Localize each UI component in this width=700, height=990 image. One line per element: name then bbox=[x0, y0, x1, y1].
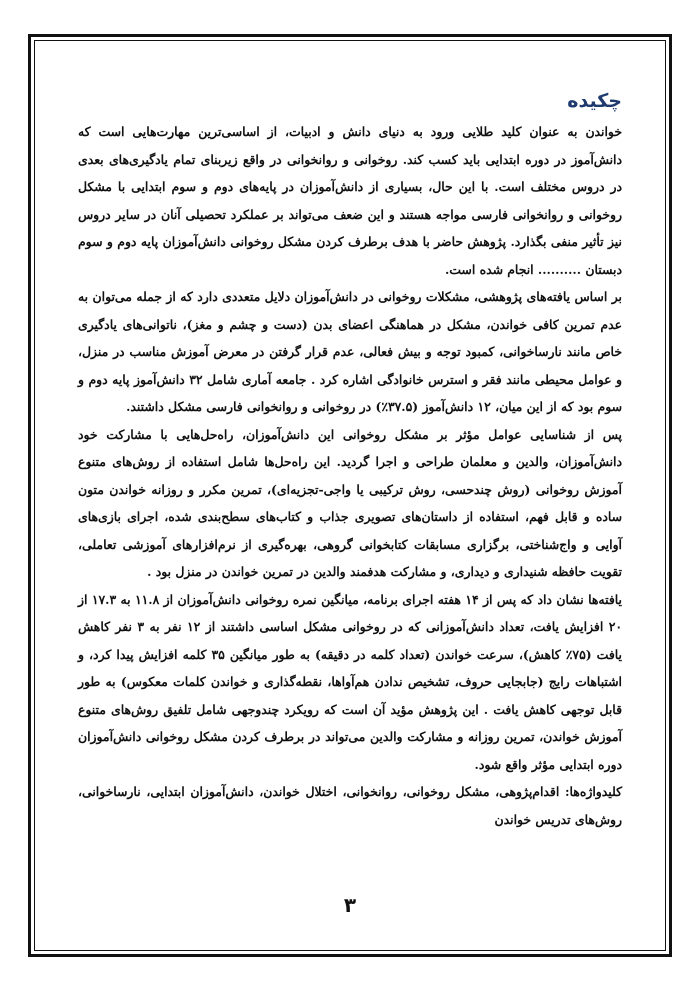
abstract-paragraph-solutions: پس از شناسایی عوامل مؤثر بر مشکل روخوانی این دانش‌آموزان، راه‌حل‌هایی با مشارکت خود دانش‌آموزان، والدین و معلمان طراحی و اجرا گردید. این راه‌حل‌ها شامل استفاده از روش‌های متنوع آموزش روخوانی (روش چندحسی، روش ترکیبی یا واجی-تجزیه‌ای)، تمرین مکرر و روزانه خواندن متون ساده و قابل فهم، استفاده از داستان‌های تصویری جذاب و کتاب‌های سطح‌بندی شده، اجرای بازی‌های آوایی و واج‌شناختی، برگزاری مسابقات کتابخوانی گروهی، بهره‌گیری از نرم‌افزارهای آموزشی تعاملی، تقویت حافظه شنیداری و دیداری، و مشارکت هدفمند والدین در تمرین خواندن در منزل بود . bbox=[78, 426, 622, 579]
page-number: ۳ bbox=[343, 893, 357, 917]
abstract-paragraph-findings: یافته‌ها نشان داد که پس از ۱۴ هفته اجرای برنامه، میانگین نمره روخوانی دانش‌آموزان از ۱۱.۸ به ۱۷.۳ از ۲۰ افزایش یافت، تعداد دانش‌آموزانی که در روخوانی مشکل اساسی داشتند از ۱۲ نفر به ۳ نفر کاهش یافت (۷۵٪ کاهش)، سرعت خواندن (تعداد کلمه در دقیقه) به طور میانگین ۳۵ کلمه افزایش پیدا کرد، و اشتباهات رایج (جابجایی حروف، تشخیص ندادن هم‌آواها، نقطه‌گذاری و خواندن کلمات معکوس) به طور قابل توجهی کاهش یافت . این پژوهش مؤید آن است که رویکرد چندوجهی شامل تلفیق روش‌های متنوع آموزش خواندن، تمرین روزانه و مشارکت والدین می‌تواند در برطرف کردن مشکل روخوانی دانش‌آموزان دوره ابتدایی مؤثر واقع شود. bbox=[78, 591, 623, 772]
abstract-keywords: کلیدواژه‌ها: اقدام‌پژوهی، مشکل روخوانی، روانخوانی، اختلال خواندن، دانش‌آموزان ابتدایی، نارساخوانی، روش‌های تدریس خواندن bbox=[78, 784, 622, 827]
abstract-title: چکیده bbox=[567, 90, 622, 112]
abstract-paragraph-intro: خواندن به عنوان کلید طلایی ورود به دنیای دانش و ادبیات، از اساسی‌ترین مهارت‌هایی است که دانش‌آموز در دوره ابتدایی باید کسب کند. روخوانی و روانخوانی در واقع زیربنای تمام یادگیری‌های بعدی در دروس مختلف است. با این حال، بسیاری از دانش‌آموزان در پایه‌های دوم و سوم ابتدایی با مشکل روخوانی و روانخوانی فارسی مواجه هستند و این ضعف می‌تواند بر عملکرد تحصیلی آنان در سایر دروس نیز تأثیر منفی بگذارد. پژوهش حاضر با هدف برطرف کردن مشکل روخوانی دانش‌آموزان پایه دوم و سوم دبستان .......... انجام شده است. bbox=[78, 124, 622, 277]
abstract-section bbox=[78, 86, 622, 833]
abstract-paragraph-causes: بر اساس یافته‌های پژوهشی، مشکلات روخوانی در دانش‌آموزان دلایل متعددی دارد که از جمله می‌توان به عدم تمرین کافی خواندن، مشکل در هماهنگی اعضای بدن (دست و چشم و مغز)، ناتوانی‌های یادگیری خاص مانند نارساخوانی، کمبود توجه و بیش فعالی، عدم قرار گرفتن در معرض آموزش مناسب در منزل، و عوامل محیطی مانند فقر و استرس خانوادگی اشاره کرد . جامعه آماری شامل ۳۲ دانش‌آموز پایه دوم و سوم بود که از این میان، ۱۲ دانش‌آموز (۳۷.۵٪) در روخوانی و روانخوانی فارسی مشکل داشتند. bbox=[78, 289, 622, 414]
